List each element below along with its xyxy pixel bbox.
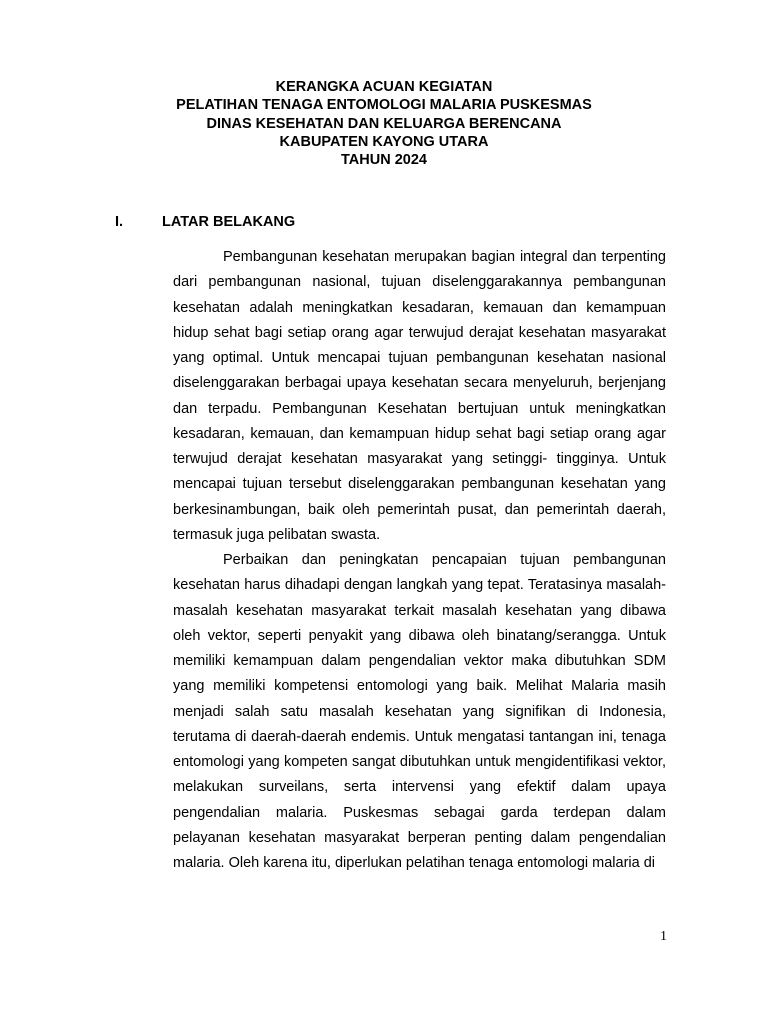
title-line: KERANGKA ACUAN KEGIATAN (275, 79, 493, 95)
title-line: KABUPATEN KAYONG UTARA (279, 133, 489, 150)
section-body (173, 245, 666, 876)
section-heading (115, 213, 295, 231)
page-number: 1 (660, 929, 667, 944)
document-title (0, 78, 768, 169)
title-line: PELATIHAN TENAGA ENTOMOLOGI MALARIA PUSKESMAS (176, 97, 592, 114)
body-paragraph: Perbaikan dan peningkatan pencapaian tujuan pembangunan kesehatan harus dihadapi dengan langkah yang tepat. Teratasinya masalah-masalah kesehatan masyarakat terkait masalah kesehatan yang dibawa oleh vektor, seperti penyakit yang dibawa oleh binatang/serangga. Untuk memiliki kemampuan dalam pengendalian vektor maka dibutuhkan SDM yang memiliki kompetensi entomologi yang baik. Melihat Malaria masih menjadi salah satu masalah kesehatan yang signifikan di Indonesia, terutama di daerah-daerah endemis. Untuk mengatasi tantangan ini, tenaga entomologi yang kompeten sangat dibutuhkan untuk mengidentifikasi vektor, melakukan surveilans, serta intervensi yang efektif dalam upaya pengendalian malaria. Puskesmas sebagai garda terdepan dalam pelayanan kesehatan masyarakat berperan penting dalam pengendalian malaria. Oleh karena itu, diperlukan pelatihan tenaga entomologi malaria di (173, 552, 666, 871)
body-paragraph: Pembangunan kesehatan merupakan bagian integral dan terpenting dari pembangunan nasional, tujuan diselenggarakannya pembangunan kesehatan adalah meningkatkan kesadaran, kemauan dan kemampuan hidup sehat bagi setiap orang agar terwujud derajat kesehatan masyarakat yang optimal. Untuk mencapai tujuan pembangunan kesehatan nasional diselenggarakan berbagai upaya kesehatan secara menyeluruh, berjenjang dan terpadu. Pembangunan Kesehatan bertujuan untuk meningkatkan kesadaran, kemauan, dan kemampuan hidup sehat bagi setiap orang agar terwujud derajat kesehatan masyarakat yang setinggi- tingginya. Untuk mencapai tujuan tersebut diselenggarakan pembangunan kesehatan yang berkesinambungan, baik oleh pemerintah pusat, dan pemerintah daerah, termasuk juga pelibatan swasta. (173, 249, 666, 543)
section-number: I. (115, 214, 124, 230)
title-line: TAHUN 2024 (341, 152, 427, 169)
section-title: LATAR BELAKANG (162, 214, 296, 230)
title-line: DINAS KESEHATAN DAN KELUARGA BERENCANA (206, 115, 562, 132)
